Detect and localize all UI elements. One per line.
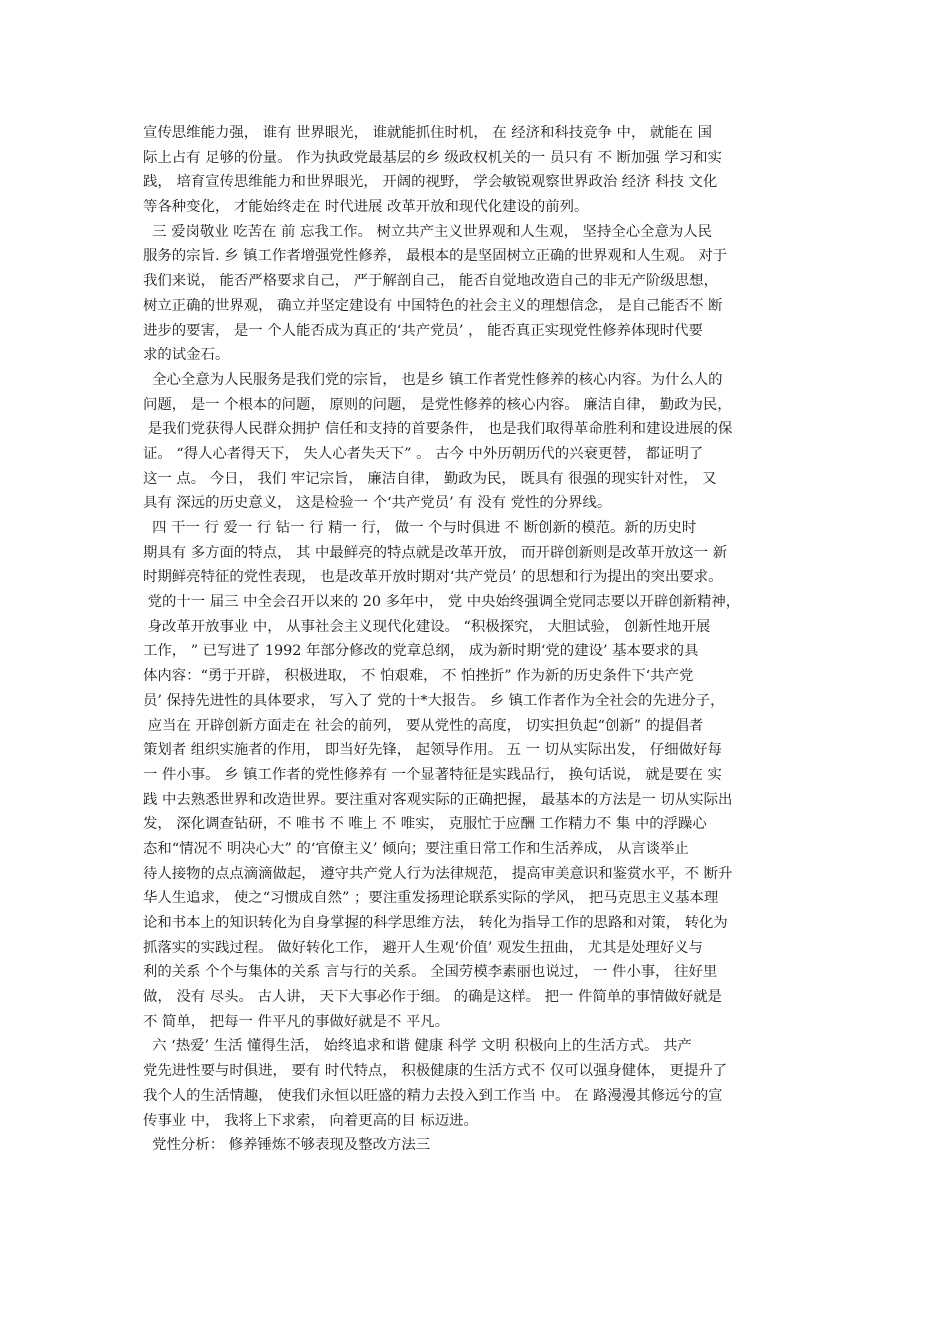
text-line: 等各种变化， 才能始终走在 时代进展 改革开放和现代化建设的前列。 — [143, 199, 589, 216]
text-line: 具有 深远的历史意义， 这是检验一 个‘共产党员’ 有 没有 党性的分界线。 — [143, 495, 612, 512]
text-line: 求的试金石。 — [143, 347, 230, 364]
text-line: 这一 点。 今日， 我们 牢记宗旨， 廉洁自律， 勤政为民， 既具有 很强的现实针对性， 又 — [143, 470, 717, 487]
text-line: 全心全意为人民服务是我们党的宗旨， 也是乡 镇工作者党性修养的核心内容。为什么人的 — [143, 371, 723, 388]
text-line: 策划者 组织实施者的作用， 即当好先锋， 起领导作用。 五 一 切从实际出发， 仔细做好每 — [143, 742, 722, 759]
text-line: 服务的宗旨. 乡 镇工作者增强党性修养， 最根本的是坚固树立正确的世界观和人生观。 对于 — [143, 248, 728, 265]
text-line: 员’ 保持先进性的具体要求， 写入了 党的十*大报告。 乡 镇工作者作为全社会的先进分子， — [143, 692, 725, 709]
text-line: 践， 培育宣传思维能力和世界眼光， 开阔的视野， 学会敏锐观察世界政治 经济 科技 文化 — [143, 174, 718, 191]
document-page — [143, 121, 808, 1158]
text-line: 宣传思维能力强， 谁有 世界眼光， 谁就能抓住时机， 在 经济和科技竞争 中， 就能在 国 — [143, 125, 713, 141]
text-line: 三 爱岗敬业 吃苦在 前 忘我工作。 树立共产主义世界观和人生观， 坚持全心全意为人民 — [143, 223, 713, 240]
text-line: 进步的要害， 是一 个人能否成为真正的‘共产党员’ ， 能否真正实现党性修养体现时代要 — [143, 322, 703, 339]
text-line: 工作， ” 已写进了 1992 年部分修改的党章总纲， 成为新时期‘党的建设’ 基本要求的具 — [143, 643, 699, 660]
text-line: 做， 没有 尽头。 古人讲， 天下大事必作于细。 的确是这样。 把一 件简单的事情做好就是 — [143, 989, 722, 1006]
text-line: 证。 “得人心者得天下， 失人心者失天下” 。 古今 中外历朝历代的兴衰更替， 都证明了 — [143, 445, 704, 462]
text-line: 我们来说， 能否严格要求自己， 严于解剖自己， 能否自觉地改造自己的非无产阶级思想， — [143, 273, 718, 290]
text-line: 发， 深化调查钻研，不 唯书 不 唯上 不 唯实， 克服忙于应酬 工作精力不 集 中的浮躁心 — [143, 816, 707, 833]
text-line: 际上占有 足够的份量。 作为执政党最基层的乡 级政权机关的一 员只有 不 断加强 学习和实 — [143, 149, 722, 166]
text-line: 待人接物的点点滴滴做起， 遵守共产党人行为法律规范， 提高审美意识和鉴赏水平，不 断升 — [143, 865, 733, 882]
text-line: 身改革开放事业 中， 从事社会主义现代化建设。 “积极探究， 大胆试验， 创新性地开展 — [143, 618, 711, 635]
text-line: 论和书本上的知识转化为自身掌握的科学思维方法， 转化为指导工作的思路和对策， 转化为 — [143, 915, 728, 931]
text-line: 党的十一 届三 中全会召开以来的 20 多年中， 党 中央始终强调全党同志要以开辟创新精神， — [143, 594, 741, 611]
text-line: 应当在 开辟创新方面走在 社会的前列， 要从党性的高度， 切实担负起“创新” 的提倡者 — [143, 717, 704, 734]
text-line: 时期鲜亮特征的党性表现， 也是改革开放时期对‘共产党员’ 的思想和行为提出的突出要求。 — [143, 569, 723, 586]
text-line: 不 简单， 把每一 件平凡的事做好就是不 平凡。 — [143, 1013, 450, 1030]
text-line: 问题， 是一 个根本的问题， 原则的问题， 是党性修养的核心内容。 廉洁自律， 勤政为民， — [143, 396, 732, 413]
text-line: 我个人的生活情趣， 使我们永恒以旺盛的精力去投入到工作当 中。 在 路漫漫其修远兮的宣 — [143, 1087, 723, 1104]
text-line: 是我们党获得人民群众拥护 信任和支持的首要条件， 也是我们取得革命胜利和建设进展的保 — [143, 421, 733, 438]
text-line: 体内容：“勇于开辟， 积极进取， 不 怕艰难， 不 怕挫折” 作为新的历史条件下‘共产党 — [143, 668, 694, 685]
text-line: 一 件小事。 乡 镇工作者的党性修养有 一个显著特征是实践品行， 换句话说， 就是要在 实 — [143, 766, 722, 783]
text-line: 态和“情况不 明决心大” 的‘官僚主义’ 倾向；要注重日常工作和生活养成， 从言谈举止 — [143, 840, 689, 857]
text-line: 抓落实的实践过程。 做好转化工作， 避开人生观‘价值’ 观发生扭曲， 尤其是处理好义与 — [143, 939, 703, 956]
text-line: 党性分析： 修养锤炼不够表现及整改方法三 — [143, 1137, 431, 1154]
text-line: 四 干一 行 爱一 行 钻一 行 精一 行， 做一 个与时俱进 不 断创新的模范。新的历史时 — [143, 520, 697, 536]
text-line: 华人生追求， 使之“习惯成自然” ；要注重发扬理论联系实际的学风， 把马克思主义基本理 — [143, 890, 719, 907]
text-line: 传事业 中， 我将上下求索， 向着更高的目 标迈进。 — [143, 1112, 478, 1129]
text-line: 党先进性要与时俱进， 要有 时代特点， 积极健康的生活方式不 仅可以强身健体， 更提升了 — [143, 1063, 728, 1080]
text-line: 践 中去熟悉世界和改造世界。要注重对客观实际的正确把握， 最基本的方法是一 切从实际出 — [143, 791, 733, 808]
text-line: 六 ‘热爱’ 生活 懂得生活， 始终追求和谐 健康 科学 文明 积极向上的生活方式。 共产 — [143, 1038, 692, 1055]
text-line: 利的关系 个个与集体的关系 言与行的关系。 全国劳模李素丽也说过， 一 件小事， 往好里 — [143, 964, 718, 981]
text-line: 期具有 多方面的特点， 其 中最鲜亮的特点就是改革开放， 而开辟创新则是改革开放这一 新 — [143, 544, 728, 561]
text-line: 树立正确的世界观， 确立并坚定建设有 中国特色的社会主义的理想信念， 是自己能否不 断 — [143, 297, 723, 314]
